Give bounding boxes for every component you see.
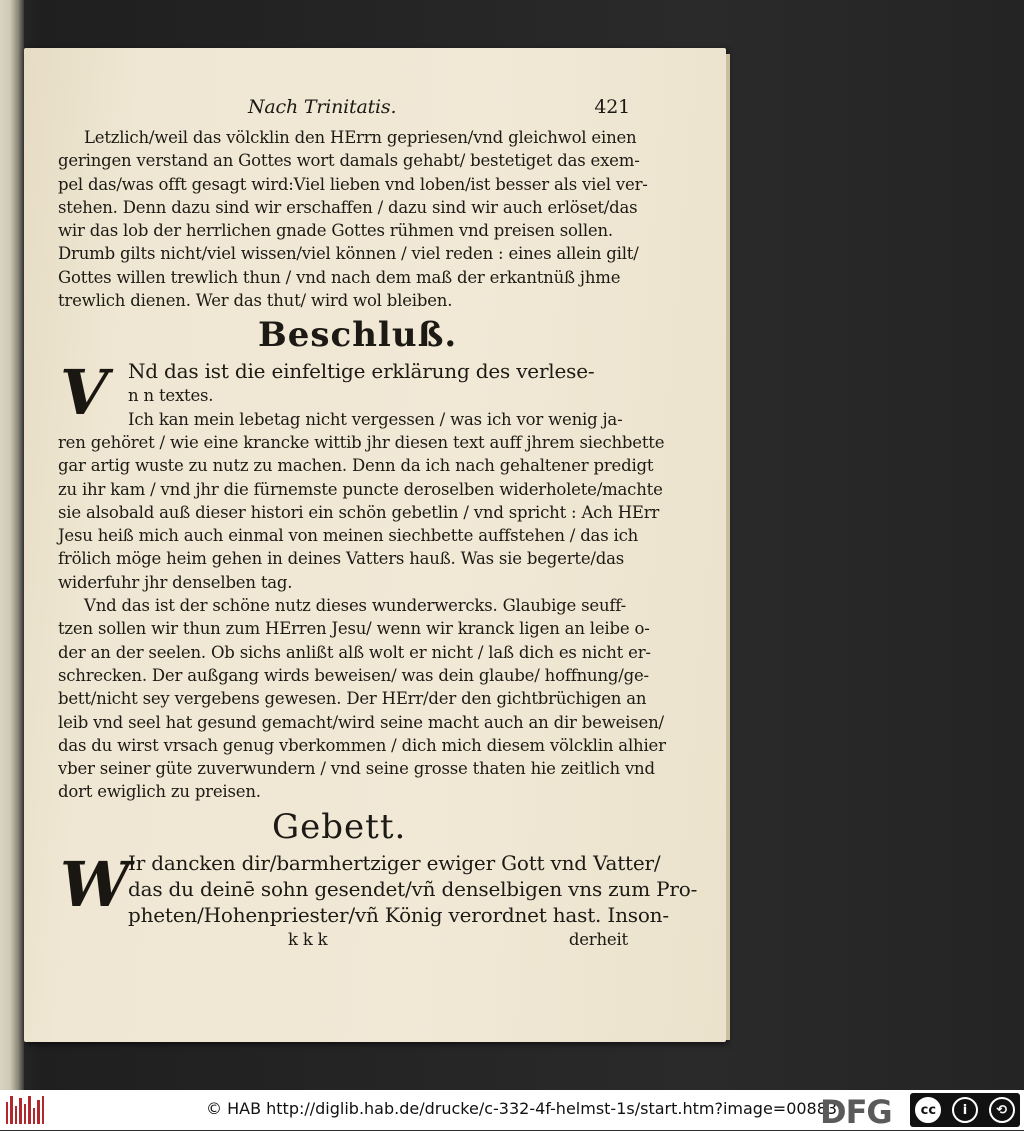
text-line: der an der seelen. Ob sichs anlißt alß wolt er nicht / laß dich es nicht er- bbox=[58, 642, 651, 662]
text-line: leib vnd seel hat gesund gemacht/wird seine macht auch an dir beweisen/ bbox=[58, 712, 664, 732]
text-line: gar artig wuste zu nutz zu machen. Denn da ich nach gehaltener predigt bbox=[58, 456, 654, 476]
text-line: Letzlich/weil das völcklin den HErrn gepriesen/vnd gleichwol einen bbox=[84, 128, 637, 147]
dfg-logo: DFG bbox=[820, 1093, 892, 1131]
by-icon: i bbox=[952, 1097, 978, 1123]
text-line: Ich kan mein lebetag nicht vergessen / was ich vor wenig ja- bbox=[128, 409, 623, 429]
hab-logo-icon bbox=[6, 1096, 44, 1124]
text-line: schrecken. Der außgang wirds beweisen/ was dein glaube/ hoffnung/ge- bbox=[58, 665, 649, 685]
sa-icon: ⟲ bbox=[989, 1097, 1015, 1123]
running-head bbox=[58, 96, 628, 126]
text-line: das du wirst vrsach genug vberkommen / dich mich diesem völcklin alhier bbox=[58, 735, 666, 755]
page-text bbox=[58, 96, 698, 951]
cc-icon: cc bbox=[915, 1097, 941, 1123]
text-line: geringen verstand an Gottes wort damals gehabt/ bestetiget das exem- bbox=[58, 151, 640, 171]
footer-bar bbox=[0, 1090, 1024, 1130]
book-page bbox=[24, 48, 726, 1042]
text-line: Nd das ist die einfeltige erklärung des verlese- bbox=[128, 359, 595, 384]
signature-mark: k k k bbox=[288, 929, 328, 949]
text-line: ren gehöret / wie eine krancke wittib jhr diesen text auff jhrem siechbette bbox=[58, 432, 665, 452]
section-heading: Gebett. bbox=[272, 806, 407, 847]
page-edge bbox=[726, 54, 730, 1040]
cc-license-badge[interactable] bbox=[910, 1093, 1020, 1127]
decorated-initial: V bbox=[60, 356, 108, 430]
text-line: widerfuhr jhr denselben tag. bbox=[58, 572, 293, 592]
text-line: Gottes willen trewlich thun / vnd nach dem maß der erkantnüß jhme bbox=[58, 267, 621, 287]
text-line: trewlich dienen. Wer das thut/ wird wol bleiben. bbox=[58, 291, 453, 311]
section-beschluss bbox=[58, 356, 666, 803]
text-line: Jesu heiß mich auch einmal von meinen siechbette auffstehen / das ich bbox=[58, 526, 639, 546]
paragraph-1 bbox=[58, 126, 648, 312]
catchword-row bbox=[58, 928, 628, 951]
text-line: sie alsobald auß dieser histori ein schön gebetlin / vnd spricht : Ach HErr bbox=[58, 502, 660, 522]
text-line: frölich möge heim gehen in deines Vatters hauß. Was sie begerte/das bbox=[58, 549, 625, 569]
text-line: wir das lob der herrlichen gnade Gottes rühmen vnd preisen sollen. bbox=[58, 221, 613, 241]
text-line: vber seiner güte zuverwundern / vnd seine grosse thaten hie zeitlich vnd bbox=[58, 759, 655, 779]
text-line: dort ewiglich zu preisen. bbox=[58, 782, 261, 802]
catchword: derheit bbox=[568, 929, 628, 949]
text-line: n n textes. bbox=[128, 386, 214, 406]
text-line: das du deinē sohn gesendet/vñ denselbigen vns zum Pro- bbox=[128, 876, 698, 901]
section-gebett bbox=[58, 847, 698, 951]
copyright-link[interactable]: © HAB http://diglib.hab.de/drucke/c-332-4f-helmst-1s/start.htm?image=00883 bbox=[206, 1099, 838, 1118]
text-line: pel das/was offt gesagt wird:Viel lieben vnd loben/ist besser als viel ver- bbox=[58, 174, 648, 194]
text-line: Vnd das ist der schöne nutz dieses wunderwercks. Glaubige seuff- bbox=[84, 596, 626, 616]
text-line: pheten/Hohenpriester/vñ König verordnet hast. Inson- bbox=[128, 902, 669, 927]
running-head-title: Nach Trinitatis. bbox=[248, 96, 397, 118]
page-number: 421 bbox=[594, 96, 630, 118]
text-line: Ir dancken dir/barmhertziger ewiger Gott vnd Vatter/ bbox=[128, 850, 661, 875]
decorated-initial: W bbox=[60, 847, 130, 921]
text-line: Drumb gilts nicht/viel wissen/viel können / viel reden : eines allein gilt/ bbox=[58, 244, 639, 264]
text-line: tzen sollen wir thun zum HErren Jesu/ wenn wir kranck ligen an leibe o- bbox=[58, 619, 650, 639]
section-heading: Beschluß. bbox=[258, 315, 458, 356]
text-line: stehen. Denn dazu sind wir erschaffen / dazu sind wir auch erlöset/das bbox=[58, 197, 638, 217]
text-line: bett/nicht sey vergebens gewesen. Der HErr/der den gichtbrüchigen an bbox=[58, 689, 647, 709]
previous-page-edge bbox=[0, 0, 24, 1090]
text-line: zu ihr kam / vnd jhr die fürnemste puncte deroselben widerholete/machte bbox=[58, 479, 663, 499]
